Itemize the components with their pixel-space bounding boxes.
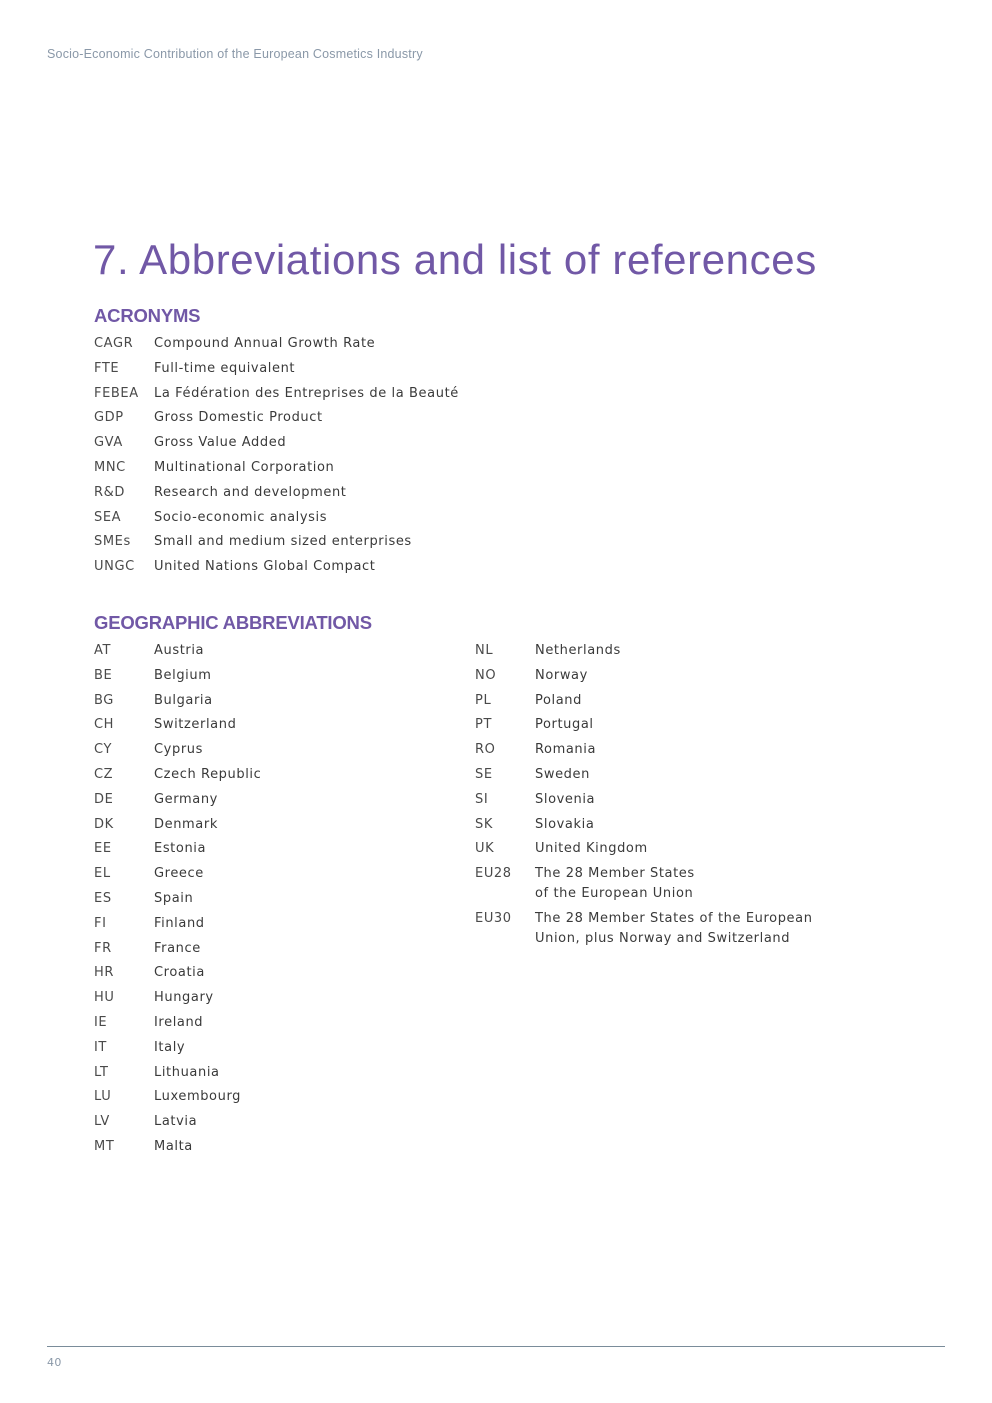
abbreviation-code: BE (94, 667, 113, 683)
abbreviation-definition: Latvia (154, 1114, 198, 1130)
abbreviation-row (475, 909, 813, 949)
abbreviation-code: UK (475, 841, 495, 857)
abbreviation-definition: Hungary (154, 990, 214, 1006)
abbreviation-code: EU28 (475, 866, 512, 882)
abbreviation-code: NO (475, 667, 497, 683)
abbreviation-code: SEA (94, 509, 122, 525)
abbreviation-code: UNGC (94, 559, 135, 575)
abbreviation-definition: Cyprus (154, 742, 203, 758)
abbreviation-definition: United Kingdom (535, 841, 648, 857)
abbreviation-definition: Switzerland (154, 717, 237, 733)
abbreviation-code: SMEs (94, 534, 131, 550)
abbreviation-row (94, 790, 261, 810)
acronym-list (94, 334, 459, 582)
abbreviation-row (94, 1063, 261, 1083)
abbreviation-code: IE (94, 1014, 108, 1030)
abbreviation-row (94, 334, 459, 354)
abbreviation-code: SK (475, 816, 493, 832)
geographic-heading: GEOGRAPHIC ABBREVIATIONS (94, 612, 372, 633)
abbreviation-row (94, 641, 261, 661)
abbreviation-code: EU30 (475, 910, 512, 926)
abbreviation-definition: Belgium (154, 667, 212, 683)
abbreviation-code: SI (475, 791, 489, 807)
abbreviation-code: PT (475, 717, 492, 733)
abbreviation-row (94, 483, 459, 503)
abbreviation-code: AT (94, 643, 112, 658)
abbreviation-definition: Romania (535, 742, 597, 758)
abbreviation-definition: Austria (154, 643, 205, 658)
abbreviation-code: CAGR (94, 336, 134, 351)
abbreviation-row (475, 864, 813, 904)
abbreviation-row (94, 532, 459, 552)
abbreviation-definition: France (154, 940, 201, 956)
abbreviation-row (94, 963, 261, 983)
abbreviation-code: HU (94, 990, 115, 1006)
abbreviation-row (475, 815, 813, 835)
geographic-list-left (94, 641, 261, 1162)
abbreviation-definition: Sweden (535, 766, 590, 782)
abbreviation-row (94, 889, 261, 909)
abbreviation-code: RO (475, 742, 496, 758)
abbreviation-code: CY (94, 742, 112, 758)
abbreviation-definition: Norway (535, 667, 588, 683)
abbreviation-row (475, 691, 813, 711)
abbreviation-row (94, 715, 261, 735)
abbreviation-definition: Portugal (535, 717, 594, 733)
abbreviation-code: SE (475, 766, 493, 782)
abbreviation-definition: Finland (154, 915, 205, 931)
abbreviation-definition: Research and development (154, 484, 347, 500)
abbreviation-definition: Estonia (154, 841, 207, 857)
abbreviation-definition: Gross Domestic Product (154, 410, 323, 426)
abbreviation-code: DE (94, 791, 114, 807)
abbreviation-code: LT (94, 1064, 109, 1080)
abbreviation-code: R&D (94, 484, 125, 500)
abbreviation-code: MNC (94, 459, 126, 475)
abbreviation-definition: Multinational Corporation (154, 459, 335, 475)
abbreviation-definition: Luxembourg (154, 1089, 242, 1105)
abbreviation-row (94, 939, 261, 959)
abbreviation-definition: Slovenia (535, 791, 596, 807)
abbreviation-row (94, 557, 459, 577)
abbreviation-definition: La Fédération des Entreprises de la Beauté (154, 385, 459, 401)
abbreviation-row (94, 1087, 261, 1107)
abbreviation-row (94, 864, 261, 884)
abbreviation-code: ES (94, 890, 112, 906)
abbreviation-code: HR (94, 965, 115, 981)
abbreviation-code: EL (94, 866, 111, 882)
acronyms-heading: ACRONYMS (94, 305, 201, 326)
abbreviation-code: IT (94, 1039, 107, 1055)
abbreviation-definition: Czech Republic (154, 766, 262, 782)
abbreviation-code: CZ (94, 766, 114, 782)
abbreviation-definition: Full-time equivalent (154, 360, 296, 376)
abbreviation-definition: Poland (535, 692, 582, 708)
abbreviation-code: EE (94, 841, 112, 857)
abbreviation-code: GDP (94, 410, 124, 426)
abbreviation-definition: Bulgaria (154, 692, 213, 708)
abbreviation-code: GVA (94, 435, 123, 451)
page-number: 40 (47, 1356, 62, 1369)
abbreviation-definition: Lithuania (154, 1064, 220, 1080)
abbreviation-code: LV (94, 1114, 110, 1130)
abbreviation-definition: United Nations Global Compact (154, 559, 376, 575)
abbreviation-row (94, 740, 261, 760)
abbreviation-row (475, 666, 813, 686)
abbreviation-row (475, 641, 813, 661)
footer-rule (47, 1346, 945, 1347)
abbreviation-definition: Small and medium sized enterprises (154, 534, 412, 550)
abbreviation-definition: Compound Annual Growth Rate (154, 336, 376, 351)
abbreviation-row (94, 433, 459, 453)
abbreviation-code: PL (475, 692, 492, 708)
abbreviation-definition: Ireland (154, 1014, 204, 1030)
abbreviation-row (94, 914, 261, 934)
abbreviation-row (475, 765, 813, 785)
abbreviation-row (94, 839, 261, 859)
abbreviation-row (94, 988, 261, 1008)
abbreviation-definition: Slovakia (535, 816, 595, 832)
abbreviation-definition: Greece (154, 866, 204, 882)
abbreviation-code: FTE (94, 360, 120, 376)
abbreviation-row (94, 1137, 261, 1157)
geographic-list-right (475, 641, 813, 954)
abbreviation-definition: Croatia (154, 965, 205, 981)
abbreviation-definition: Denmark (154, 816, 218, 832)
abbreviation-definition: The 28 Member States of the European Union, plus Norway and Switzerland (535, 910, 813, 946)
abbreviation-row (94, 384, 459, 404)
abbreviation-definition: Netherlands (535, 643, 621, 658)
abbreviation-code: LU (94, 1089, 112, 1105)
abbreviation-code: BG (94, 692, 114, 708)
abbreviation-row (475, 839, 813, 859)
abbreviation-row (475, 790, 813, 810)
abbreviation-row (94, 508, 459, 528)
abbreviation-row (475, 715, 813, 735)
abbreviation-row (94, 765, 261, 785)
abbreviation-code: MT (94, 1138, 115, 1154)
abbreviation-row (94, 1038, 261, 1058)
abbreviation-definition: Gross Value Added (154, 435, 287, 451)
abbreviation-code: DK (94, 816, 114, 832)
running-header: Socio-Economic Contribution of the European Cosmetics Industry (47, 47, 423, 61)
abbreviation-definition: Italy (154, 1039, 186, 1055)
abbreviation-definition: Germany (154, 791, 218, 807)
abbreviation-row (94, 691, 261, 711)
abbreviation-row (475, 740, 813, 760)
abbreviation-row (94, 1013, 261, 1033)
abbreviation-row (94, 666, 261, 686)
abbreviation-definition: Spain (154, 890, 194, 906)
abbreviation-definition: Malta (154, 1138, 193, 1154)
abbreviation-code: FI (94, 915, 107, 931)
abbreviation-row (94, 1112, 261, 1132)
abbreviation-row (94, 458, 459, 478)
abbreviation-code: FR (94, 940, 112, 956)
abbreviation-row (94, 815, 261, 835)
abbreviation-row (94, 408, 459, 428)
abbreviation-code: CH (94, 717, 115, 733)
abbreviation-code: FEBEA (94, 385, 139, 401)
abbreviation-code: NL (475, 643, 494, 658)
abbreviation-definition: The 28 Member States of the European Union (535, 866, 695, 902)
page-title: 7. Abbreviations and list of references (93, 236, 817, 283)
abbreviation-definition: Socio-economic analysis (154, 509, 328, 525)
abbreviation-row (94, 359, 459, 379)
